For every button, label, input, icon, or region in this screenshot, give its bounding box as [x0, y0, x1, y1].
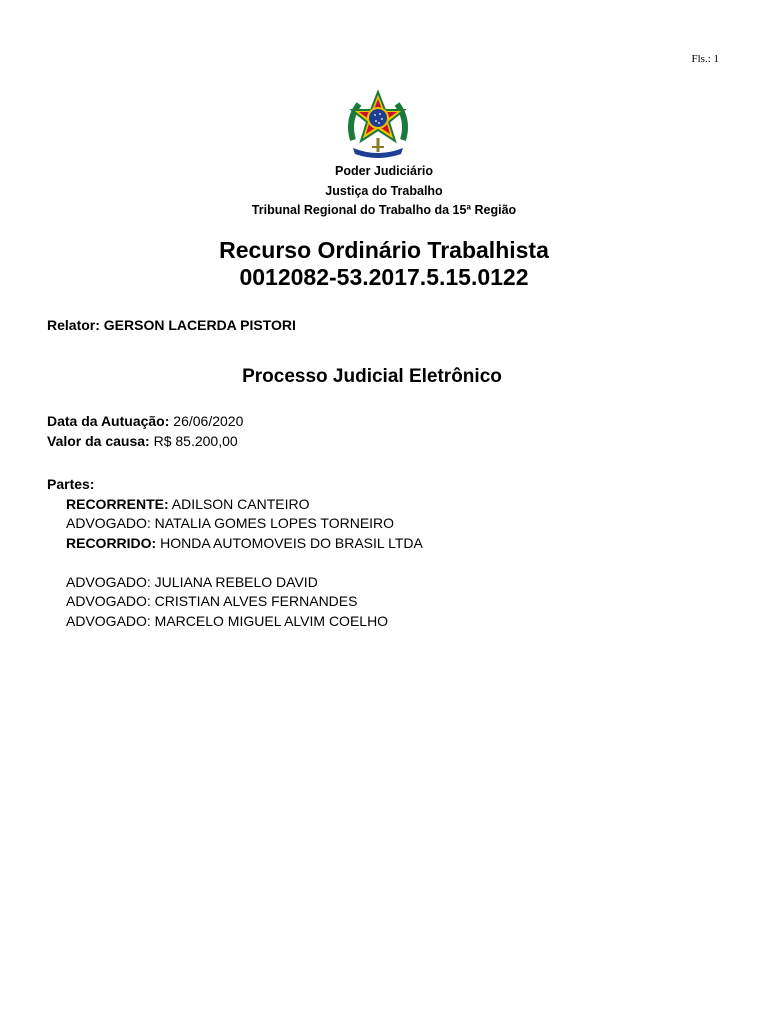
- data-autuacao-label: Data da Autuação:: [47, 413, 170, 429]
- recorrente-label: RECORRENTE:: [66, 495, 169, 512]
- header-poder-judiciario: Poder Judiciário: [335, 164, 433, 178]
- partes-label: Partes:: [47, 476, 95, 492]
- title-line-1: Recurso Ordinário Trabalhista: [219, 237, 549, 263]
- recorrido-value: HONDA AUTOMOVEIS DO BRASIL LTDA: [160, 534, 423, 551]
- header-justica-trabalho: Justiça do Trabalho: [325, 183, 443, 198]
- data-autuacao-row: [47, 412, 243, 432]
- header-tribunal: Tribunal Regional do Trabalho da 15ª Região: [251, 203, 517, 217]
- page-number: Fls.: 1: [691, 53, 719, 65]
- recorrido-row: [47, 534, 423, 554]
- subtitle: Processo Judicial Eletrônico: [242, 366, 502, 387]
- valor-causa-value: R$ 85.200,00: [153, 432, 238, 449]
- valor-causa-row: [47, 432, 243, 452]
- partes-section: [47, 475, 423, 631]
- process-info: [47, 412, 243, 451]
- recorrente-row: [47, 495, 423, 515]
- relator: Relator: GERSON LACERDA PISTORI: [47, 317, 296, 333]
- recorrente-value: ADILSON CANTEIRO: [171, 495, 310, 512]
- page-title: [0, 237, 768, 291]
- data-autuacao-value: 26/06/2020: [173, 413, 244, 429]
- advogado-3: ADVOGADO: CRISTIAN ALVES FERNANDES: [66, 593, 358, 609]
- valor-causa-label: Valor da causa:: [47, 432, 150, 449]
- recorrido-label: RECORRIDO:: [66, 534, 157, 551]
- advogado-1: ADVOGADO: NATALIA GOMES LOPES TORNEIRO: [66, 515, 395, 531]
- advogado-4: ADVOGADO: MARCELO MIGUEL ALVIM COELHO: [66, 612, 389, 629]
- brazil-coat-of-arms-icon: [345, 90, 411, 160]
- header: [0, 162, 768, 221]
- advogado-2: ADVOGADO: JULIANA REBELO DAVID: [66, 573, 318, 590]
- title-process-number: 0012082-53.2017.5.15.0122: [239, 264, 529, 290]
